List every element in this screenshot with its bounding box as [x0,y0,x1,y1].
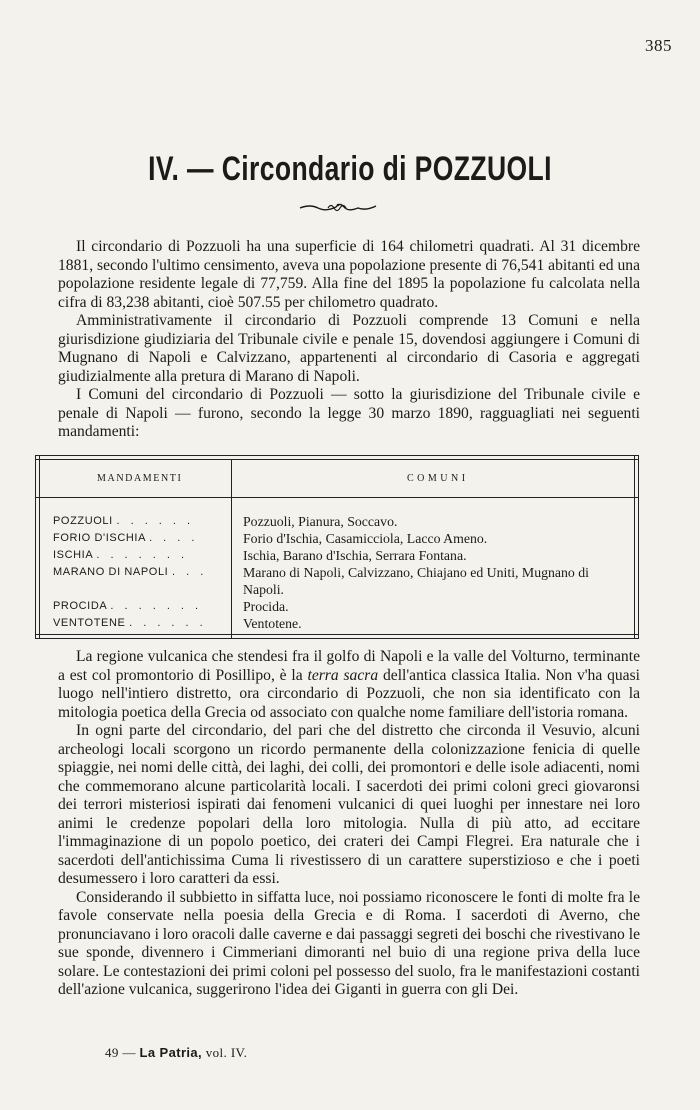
table-row-mandamento: MARANO DI NAPOLI . . . [53,566,208,578]
table-row-comuni: Ventotene. [243,616,302,631]
table-row-mandamento: POZZUOLI . . . . . . [53,515,195,527]
table-header-comuni: COMUNI [407,473,469,484]
body-paragraph: La regione vulcanica che stendesi fra il golfo di Napoli e la valle del Volturno, terminante a est col promontorio di Posillipo, è la terra sacra dell'antica classica Italia. Non v'ha quasi luogo nell'intiero distretto, ora circondario di Pozzuoli, che non sia identificato con la mitologia poetica della Grecia od associato con qualche nome familiare dell'istoria romana. [58,648,641,721]
intro-paragraph: I Comuni del circondario di Pozzuoli — sotto la giurisdizione del Tribunale civile e penale di Napoli — furono, secondo la legge 30 marzo 1890, ragguagliati nei seguenti mandamenti: [58,386,640,440]
table-row-mandamento: VENTOTENE . . . . . . [53,617,207,629]
signature-number: 49 [105,1045,119,1060]
intro-text [58,238,640,442]
page-number: 385 [645,36,672,55]
mandamenti-table [35,455,639,639]
intro-paragraph: Il circondario di Pozzuoli ha una superficie di 164 chilometri quadrati. Al 31 dicembre 1881, secondo l'ultimo censimento, aveva una popolazione presente di 76,541 abitanti ed una popolazione residente legale di 77,759. Alla fine del 1895 la popolazione fu calcolata nella cifra di 83,238 abitanti, cioè 507.55 per chilometro quadrato. [58,238,640,311]
ornament-divider [298,200,378,214]
table-row-comuni: Marano di Napoli, Calvizzano, Chiajano ed Uniti, Mugnano di Napoli. [243,565,589,597]
table-row-mandamento: ISCHIA . . . . . . . [53,549,189,561]
publication-name: La Patria, [139,1045,203,1060]
table-row-comuni: Pozzuoli, Pianura, Soccavo. [243,514,398,529]
table-row-mandamento: PROCIDA . . . . . . . [53,600,203,612]
chapter-title: IV. — Circondario di POZZUOLI [148,150,552,188]
body-paragraph: In ogni parte del circondario, del pari che del distretto che circonda il Vesuvio, alcuni archeologi locali scorgono un ricordo permanente della colonizzazione fenicia di quelle spiaggie, nei nomi delle città, dei laghi, dei colli, dei promontori e delle isole adiacenti, nomi che commemorano alcune particolarità locali. I sacerdoti dei primi coloni greci giovaronsi dei terrori misteriosi ispirati dai fenomeni vulcanici di quei luoghi per innestare nei loro animi le credenze popolari della loro mitologia. Nulla di più atto, ad eccitare l'immaginazione di un popolo poetico, dei crateri dei Campi Flegrei. Era naturale che i sacerdoti dell'antichissima Cuma li rivestissero di un carattere superstizioso e che i poeti desumessero i loro caratteri da essi. [58,722,640,887]
table-row-comuni: Forio d'Ischia, Casamicciola, Lacco Ameno. [243,531,488,546]
table-header-mandamenti: MANDAMENTI [97,473,183,484]
table-row-comuni: Procida. [243,599,289,614]
volume-label: vol. IV. [205,1045,248,1060]
footer-signature [105,1045,247,1061]
table-row-mandamento: FORIO D'ISCHIA . . . . [53,532,199,544]
intro-paragraph: Amministrativamente il circondario di Pozzuoli comprende 13 Comuni e nella giurisdizione giudiziaria del Tribunale civile e penale 15, dovendosi aggiungere i Comuni di Mugnano di Napoli e Calvizzano, appartenenti al circondario di Casoria e aggregati giudizialmente alla pretura di Marano di Napoli. [58,312,640,385]
italic-phrase: terra sacra [307,666,379,684]
signature-dash: — [122,1045,136,1060]
table-row-comuni: Ischia, Barano d'Ischia, Serrara Fontana. [243,548,467,563]
body-paragraph: Considerando il subbietto in siffatta luce, noi possiamo riconoscere le fonti di molte fra le favole conservate nella poesia della Grecia e di Roma. I sacerdoti di Averno, che pronunciavano i loro oracoli dalle caverne e dai passaggi segreti dei boschi che rivestivano le sue sponde, divennero i Cimmeriani dimoranti nel buio di una regione priva della luce solare. Le contestazioni dei primi coloni pel possesso del suolo, fra le manifestazioni costanti dell'azione vulcanica, suggerirono l'idea dei Giganti in guerra con gli Dei. [58,888,640,998]
body-text [58,648,640,1000]
